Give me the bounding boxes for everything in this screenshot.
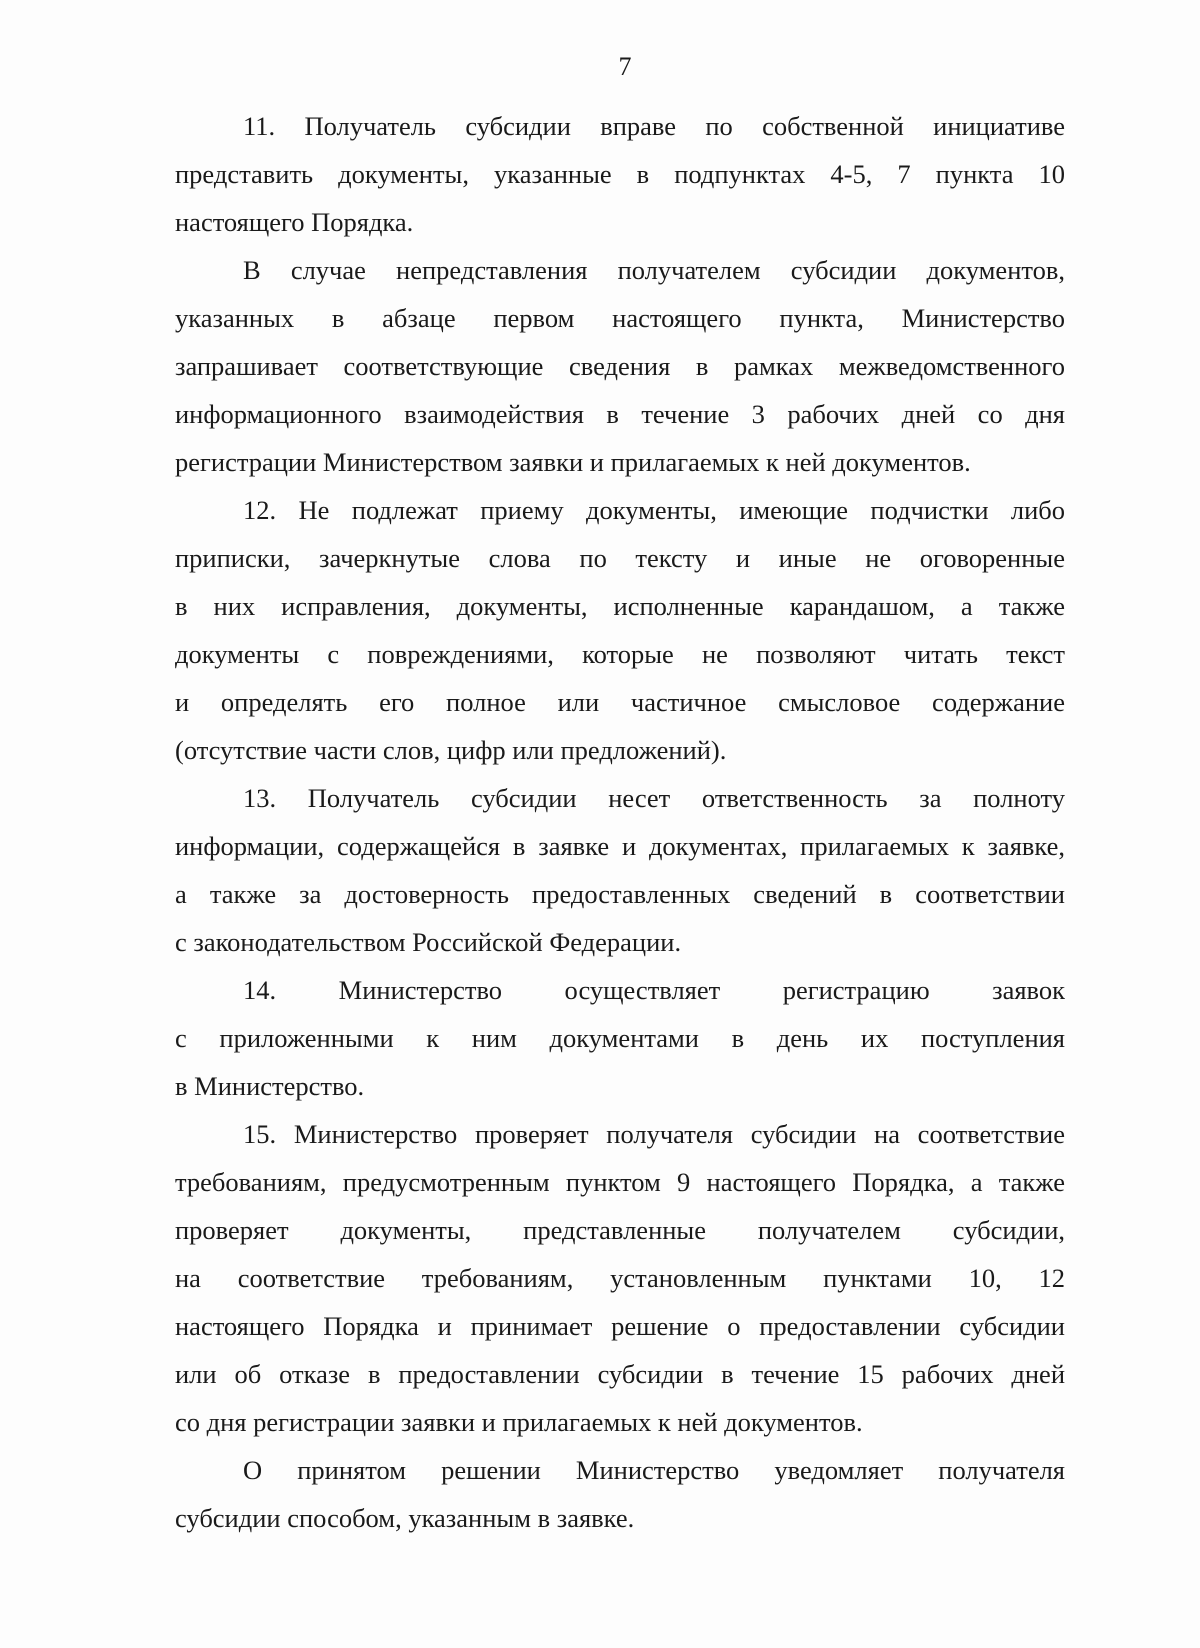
text-line: (отсутствие части слов, цифр или предложений). xyxy=(175,735,727,765)
text-line: регистрации Министерством заявки и прилагаемых к ней документов. xyxy=(175,447,971,477)
paragraph-13 xyxy=(175,774,1065,966)
text-line: приписки, зачеркнутые слова по тексту и иные не оговоренные xyxy=(175,543,1065,573)
text-line: 11. Получатель субсидии вправе по собственной инициативе xyxy=(243,111,1065,141)
text-line: в них исправления, документы, исполненные карандашом, а также xyxy=(175,591,1065,621)
text-line: на соответствие требованиям, установленным пунктами 10, 12 xyxy=(175,1263,1065,1293)
text-line: в Министерство. xyxy=(175,1071,365,1101)
text-line: 15. Министерство проверяет получателя субсидии на соответствие xyxy=(243,1119,1065,1149)
paragraph-11 xyxy=(175,102,1065,246)
paragraph-15-abzac-2 xyxy=(175,1446,1065,1542)
page-number: 7 xyxy=(618,52,632,81)
text-line: документы с повреждениями, которые не позволяют читать текст xyxy=(175,639,1065,669)
text-line: со дня регистрации заявки и прилагаемых к ней документов. xyxy=(175,1407,863,1437)
paragraph-15 xyxy=(175,1110,1065,1446)
text-line: указанных в абзаце первом настоящего пункта, Министерство xyxy=(175,303,1065,333)
text-line: О принятом решении Министерство уведомляет получателя xyxy=(243,1455,1065,1485)
text-line: требованиям, предусмотренным пунктом 9 настоящего Порядка, а также xyxy=(175,1167,1065,1197)
text-line: с законодательством Российской Федерации. xyxy=(175,927,682,957)
text-line: с приложенными к ним документами в день их поступления xyxy=(175,1023,1065,1053)
text-line: или об отказе в предоставлении субсидии в течение 15 рабочих дней xyxy=(175,1359,1065,1389)
text-line: информации, содержащейся в заявке и документах, прилагаемых к заявке, xyxy=(175,831,1065,861)
text-line: запрашивает соответствующие сведения в рамках межведомственного xyxy=(175,351,1065,381)
text-line: настоящего Порядка и принимает решение о предоставлении субсидии xyxy=(175,1311,1065,1341)
text-line: 12. Не подлежат приему документы, имеющие подчистки либо xyxy=(243,495,1065,525)
text-line: 14. Министерство осуществляет регистрацию заявок xyxy=(243,975,1065,1005)
text-line: и определять его полное или частичное смысловое содержание xyxy=(175,687,1065,717)
text-line: настоящего Порядка. xyxy=(175,207,414,237)
document-body xyxy=(175,102,1065,1542)
text-line: 13. Получатель субсидии несет ответственность за полноту xyxy=(243,783,1065,813)
text-line: информационного взаимодействия в течение 3 рабочих дней со дня xyxy=(175,399,1065,429)
paragraph-11-abzac-2 xyxy=(175,246,1065,486)
text-line: а также за достоверность предоставленных сведений в соответствии xyxy=(175,879,1065,909)
text-line: проверяет документы, представленные получателем субсидии, xyxy=(175,1215,1065,1245)
paragraph-14 xyxy=(175,966,1065,1110)
paragraph-12 xyxy=(175,486,1065,774)
text-line: субсидии способом, указанным в заявке. xyxy=(175,1503,635,1533)
text-line: представить документы, указанные в подпунктах 4-5, 7 пункта 10 xyxy=(175,159,1065,189)
text-line: В случае непредставления получателем субсидии документов, xyxy=(243,255,1065,285)
